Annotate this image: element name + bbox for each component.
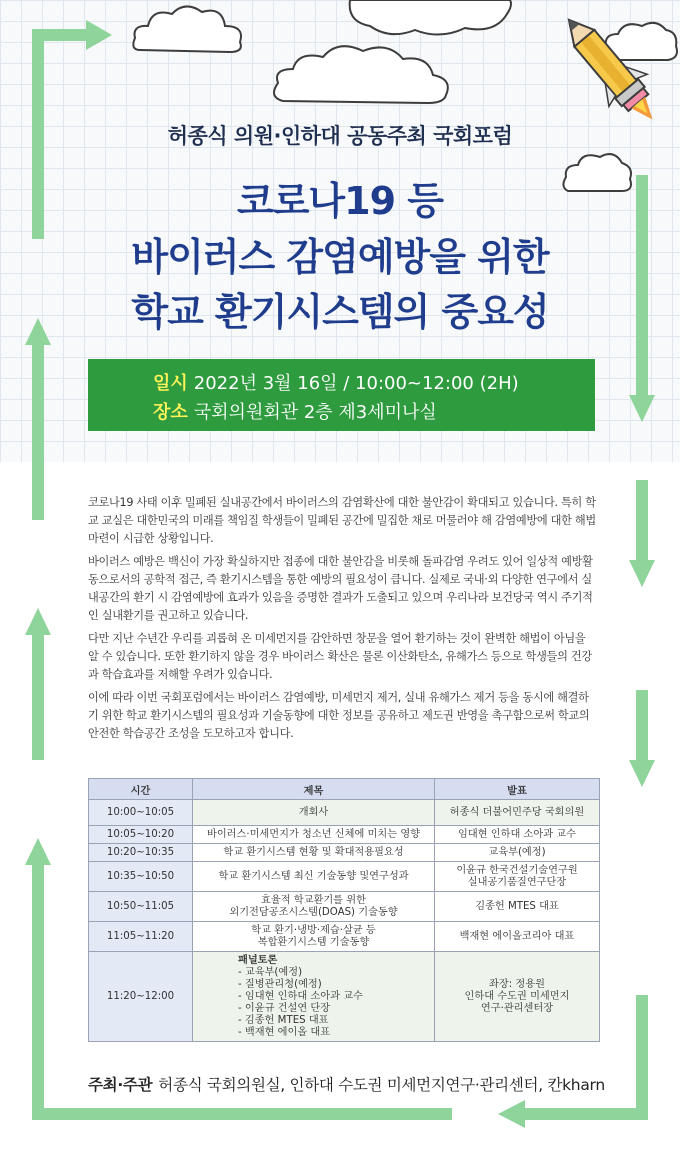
place-value: 국회의원회관 2층 제3세미나실 bbox=[193, 402, 437, 423]
table-row bbox=[89, 862, 600, 892]
speaker-line: 실내공기품질연구단장 bbox=[467, 876, 567, 888]
row-time: 10:05~10:20 bbox=[89, 826, 193, 844]
paragraph: 다만 지난 수년간 우리를 괴롭혀 온 미세먼지를 감안하면 창문을 열어 환기하는 것이 완벽한 해법이 아님을 알 수 있습니다. 또한 환기하지 않을 경우 바이러스 확산은 물론 이산화탄소, 유해가스 등으로 학생들의 건강과 학습효과를 저해할 우려가 있습니다. bbox=[88, 632, 592, 681]
row-time: 10:50~11:05 bbox=[89, 892, 193, 922]
organizer-label: 주최·주관 bbox=[88, 1076, 153, 1094]
topic-line: 학교 환기·냉방·제습·살균 등 bbox=[251, 924, 376, 936]
title-line-3: 학교 환기시스템의 중요성 bbox=[131, 290, 549, 334]
panel-item: - 임대현 인하대 소아과 교수 bbox=[238, 990, 363, 1002]
topic-line: 복합환기시스템 기술동향 bbox=[257, 936, 370, 948]
row-time: 11:20~12:00 bbox=[89, 952, 193, 1042]
header-time: 시간 bbox=[89, 779, 193, 800]
subtitle: 허종식 의원·인하대 공동주최 국회포럼 bbox=[167, 124, 513, 148]
panel-item: - 이윤규 건설연 단장 bbox=[238, 1002, 331, 1014]
table-row bbox=[89, 892, 600, 922]
row-time: 10:00~10:05 bbox=[89, 800, 193, 826]
panel-topic bbox=[193, 952, 435, 1042]
paragraph: 이에 따라 이번 국회포럼에서는 바이러스 감염예방, 미세먼지 제거, 실내 유해가스 제거 등을 동시에 해결하기 위한 학교 환기시스템의 필요성과 기술동향에 대한 정보를 공유하고 제도권 반영을 촉구함으로써 학교의 안전한 학습공간 조성을 도모하고자 합니다. bbox=[88, 691, 590, 740]
row-speaker: 교육부(예정) bbox=[435, 844, 600, 862]
panel-title: 패널토론 bbox=[238, 954, 278, 966]
table-row bbox=[89, 800, 600, 826]
schedule-table bbox=[88, 778, 600, 1042]
speaker-line: 이윤규 한국건설기술연구원 bbox=[456, 864, 578, 876]
header-speaker: 발표 bbox=[435, 779, 600, 800]
panel-item: - 김종헌 MTES 대표 bbox=[238, 1014, 329, 1026]
intro-text bbox=[88, 494, 598, 748]
place-label: 장소 bbox=[153, 402, 188, 423]
row-time: 10:20~10:35 bbox=[89, 844, 193, 862]
header-topic: 제목 bbox=[193, 779, 435, 800]
topic-line: 효율적 학교환기를 위한 bbox=[261, 894, 366, 906]
moderator-line: 좌장: 정용원 bbox=[489, 978, 545, 990]
row-speaker bbox=[435, 862, 600, 892]
place-row bbox=[153, 398, 437, 424]
row-speaker: 허종식 더불어민주당 국회의원 bbox=[435, 800, 600, 826]
row-topic bbox=[193, 922, 435, 952]
row-speaker: 임대현 인하대 소아과 교수 bbox=[435, 826, 600, 844]
row-topic: 학교 환기시스템 현황 및 확대적용필요성 bbox=[193, 844, 435, 862]
organizer-line bbox=[88, 1073, 605, 1095]
panel-item: - 질병관리청(예정) bbox=[238, 978, 322, 990]
row-speaker: 백재현 에이올코리아 대표 bbox=[435, 922, 600, 952]
title-line-1: 코로나19 등 bbox=[237, 179, 443, 223]
table-row bbox=[89, 922, 600, 952]
moderator-line: 연구·관리센터장 bbox=[480, 1002, 554, 1014]
title-line-2: 바이러스 감염예방을 위한 bbox=[131, 235, 549, 279]
table-row-panel bbox=[89, 952, 600, 1042]
row-topic bbox=[193, 892, 435, 922]
row-topic: 학교 환기시스템 최신 기술동향 및연구성과 bbox=[193, 862, 435, 892]
paragraph: 코로나19 사태 이후 밀폐된 실내공간에서 바이러스의 감염확산에 대한 불안감이 확대되고 있습니다. 특히 학교 교실은 대한민국의 미래를 책임질 학생들이 밀폐된 공간에 밀집한 채로 머물러야 해 감염예방에 대한 해법마련이 시급한 상황입니다. bbox=[88, 496, 596, 545]
row-time: 11:05~11:20 bbox=[89, 922, 193, 952]
row-topic: 바이러스·미세먼지가 청소년 신체에 미치는 영향 bbox=[193, 826, 435, 844]
row-speaker: 김종헌 MTES 대표 bbox=[435, 892, 600, 922]
panel-item: - 교육부(예정) bbox=[238, 966, 303, 978]
date-row bbox=[153, 369, 519, 395]
table-header-row bbox=[89, 779, 600, 800]
topic-line: 외기전담공조시스템(DOAS) 기술동향 bbox=[229, 906, 398, 918]
panel-item: - 백재현 에이올 대표 bbox=[238, 1026, 331, 1038]
panel-moderator bbox=[435, 952, 600, 1042]
event-info-band bbox=[88, 359, 595, 431]
date-value: 2022년 3월 16일 / 10:00~12:00 (2H) bbox=[193, 373, 519, 394]
row-time: 10:35~10:50 bbox=[89, 862, 193, 892]
row-topic: 개회사 bbox=[193, 800, 435, 826]
table-row bbox=[89, 826, 600, 844]
organizer-value: 허종식 국회의원실, 인하대 수도권 미세먼지연구·관리센터, 칸kharn bbox=[158, 1076, 605, 1094]
table-row bbox=[89, 844, 600, 862]
paragraph: 바이러스 예방은 백신이 가장 확실하지만 접종에 대한 불안감을 비롯해 돌파감염 우려도 있어 일상적 예방활동으로서의 공학적 접근, 즉 환기시스템을 통한 예방의 필요성이 큽니다. 실제로 국내·외 다양한 연구에서 실내공간의 환기 시 감염예방에 효과가 있음을 증명한 결과가 도출되고 있으며 우리나라 보건당국 역시 주기적인 실내환기를 권고하고 있습니다. bbox=[88, 555, 593, 622]
date-label: 일시 bbox=[153, 373, 188, 394]
moderator-line: 인하대 수도권 미세먼지 bbox=[464, 990, 570, 1002]
